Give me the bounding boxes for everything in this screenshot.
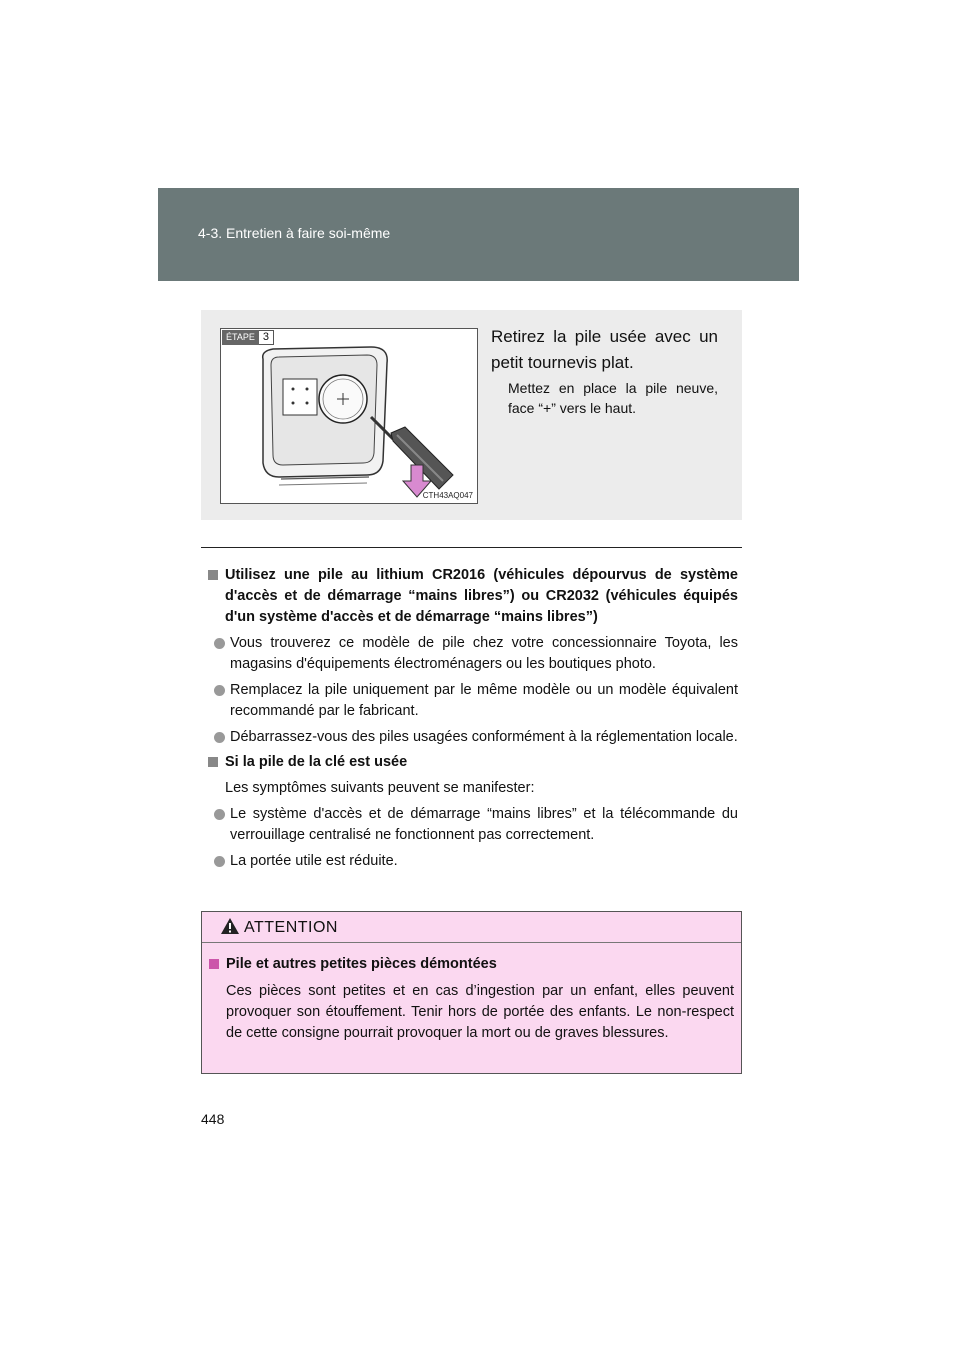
list-item — [208, 804, 738, 846]
circle-bullet-icon — [214, 638, 225, 649]
step-instruction: Retirez la pile usée avec un petit tournevis plat. — [491, 327, 718, 372]
divider — [201, 547, 742, 548]
list-item — [208, 680, 738, 722]
page-number: 448 — [201, 1111, 225, 1127]
list-item-text: Remplacez la pile uniquement par le même modèle ou un modèle équivalent recommandé par le fabricant. — [230, 682, 738, 719]
circle-bullet-icon — [214, 809, 225, 820]
step-note: Mettez en place la pile neuve, face “+” vers le haut. — [508, 380, 718, 416]
circle-bullet-icon — [214, 732, 225, 743]
list-item — [208, 633, 738, 675]
step-tag — [222, 330, 274, 345]
list-item — [208, 851, 738, 872]
step-label: ÉTAPE — [222, 330, 259, 345]
warning-box — [201, 911, 742, 1074]
square-bullet-icon — [209, 959, 219, 969]
list-item-text: La portée utile est réduite. — [230, 853, 398, 869]
warning-text: Ces pièces sont petites et en cas d’ingestion par un enfant, elles peuvent provoquer son étouffement. Tenir hors de portée des enfants. Le non-respect de cette consigne pourrait provoquer la mort ou de graves blessures. — [226, 983, 734, 1041]
warning-triangle-icon — [220, 917, 240, 935]
section-title: 4-3. Entretien à faire soi-même — [198, 225, 391, 241]
section2-heading — [208, 752, 738, 773]
circle-bullet-icon — [214, 685, 225, 696]
square-bullet-icon — [208, 570, 218, 580]
notes — [208, 565, 738, 872]
square-bullet-icon — [208, 757, 218, 767]
key-battery-illustration — [221, 329, 477, 503]
warning-subheading — [209, 954, 734, 975]
warning-header — [202, 912, 741, 943]
list-item — [208, 727, 738, 748]
section1-title: Utilisez une pile au lithium CR2016 (véhicules dépourvus de système d'accès et de démarrage “mains libres”) ou CR2032 (véhicules équipés d'un système d'accès et de démarrage “mains libres”) — [225, 567, 738, 625]
section-header — [158, 188, 799, 281]
figure-code: CTH43AQ047 — [422, 491, 473, 500]
list-item-text: Le système d'accès et de démarrage “mains libres” et la télécommande du verrouillage centralisé ne fonctionnent pas correctement. — [230, 806, 738, 843]
warning-title: ATTENTION — [244, 919, 338, 936]
step-box — [201, 310, 742, 520]
section2-intro: Les symptômes suivants peuvent se manifester: — [225, 780, 535, 796]
section1-heading — [208, 565, 738, 628]
warning-body — [209, 954, 734, 1044]
step-number: 3 — [259, 330, 274, 345]
list-item-text: Vous trouverez ce modèle de pile chez votre concessionnaire Toyota, les magasins d'équipements électroménagers ou les boutiques photo. — [230, 635, 738, 672]
circle-bullet-icon — [214, 856, 225, 867]
list-item-text: Débarrassez-vous des piles usagées conformément à la réglementation locale. — [230, 729, 738, 745]
warning-subtitle: Pile et autres petites pièces démontées — [226, 956, 497, 972]
section2-title: Si la pile de la clé est usée — [225, 754, 408, 770]
step-figure — [220, 328, 478, 504]
